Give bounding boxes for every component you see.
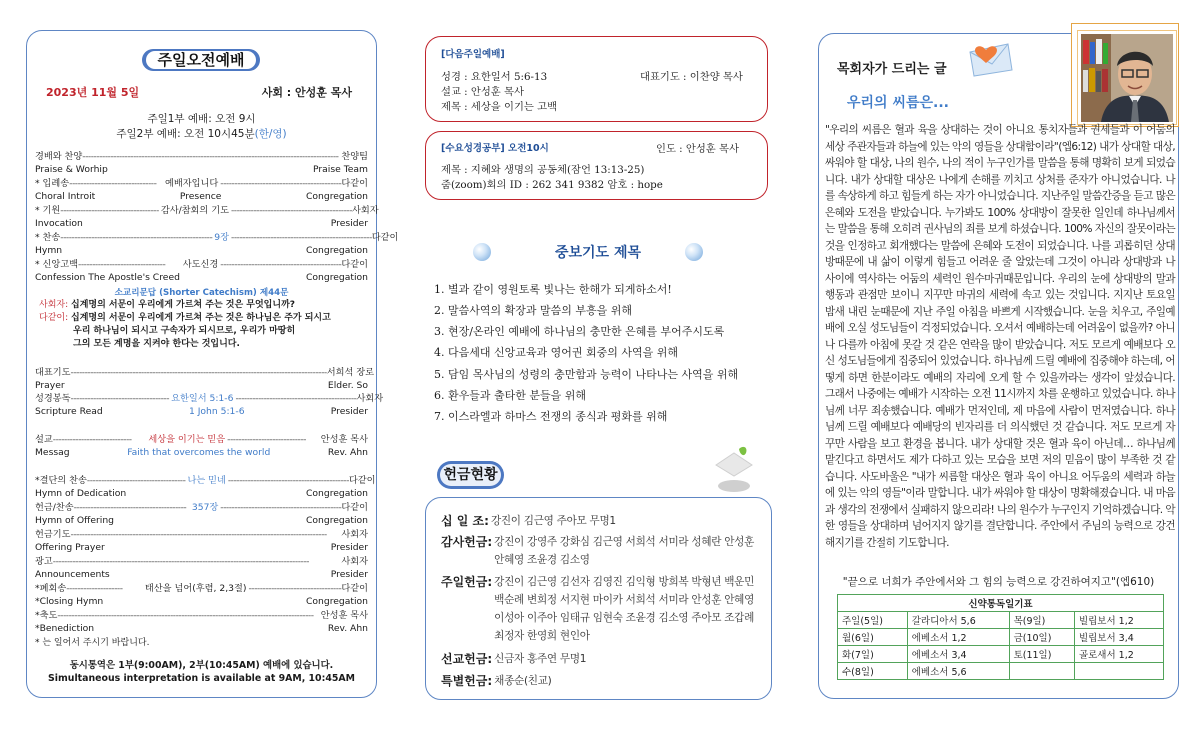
table-row (838, 663, 1164, 680)
prayer-item: 7. 이스라엘과 하마스 전쟁의 종식과 평화를 위해 (434, 410, 668, 423)
question-text: 십계명의 서문이 우리에게 가르쳐 주는 것은 무엇입니까? (71, 300, 295, 310)
offering-row (441, 650, 762, 668)
order-item-title: 나는 믿네 (187, 475, 226, 486)
wednesday-study-box (425, 131, 768, 200)
bubble-icon (685, 243, 703, 261)
worship-host: 사회 : 안성훈 목사 (261, 86, 352, 99)
order-item-en: *Benediction (35, 623, 95, 634)
service-2-text: 주일2부 예배: 오전 10시45분 (116, 128, 255, 140)
order-item-title: 감사/참회의 기도 (160, 205, 229, 216)
order-item-kr: *결단의 찬송 (35, 475, 87, 486)
leader-dots: ------------------------------------------------------------------------------------------- (52, 556, 309, 567)
leader-dots: ------------------------------------------- (220, 502, 342, 513)
table-cell: 에베소서 5,6 (907, 663, 1009, 680)
table-cell: 주일(5일) (838, 612, 908, 629)
table-cell: 빌립보서 3,4 (1074, 629, 1163, 646)
order-row (35, 502, 368, 514)
leader-dots: ----------------------------------- (70, 393, 170, 404)
offering-label: 감사헌금: (441, 535, 493, 549)
order-item-leader-en: Congregation (306, 596, 368, 607)
table-cell (1009, 663, 1074, 680)
order-item-title: 요한일서 5:1-6 (171, 393, 234, 404)
order-item-leader: 다같이 (371, 232, 399, 243)
order-row-en (35, 164, 368, 176)
table-cell: 금(10일) (1009, 629, 1074, 646)
order-item-leader: 다같이 (341, 583, 368, 594)
pastor-photo (1081, 34, 1173, 122)
order-item-en: Offering Prayer (35, 542, 105, 553)
prayer-item: 3. 현장/온라인 예배에 하나님의 충만한 은혜를 부어주시도록 (434, 325, 725, 338)
next-service-prayer-lead: 대표기도 : 이찬양 목사 (640, 71, 743, 83)
order-row-en (35, 596, 368, 608)
answer-text: 십계명의 서문이 우리에게 가르쳐 주는 것은 하나님은 주가 되시고 (71, 313, 331, 323)
table-cell: 화(7일) (838, 646, 908, 663)
order-item-title: 태산을 넘어(후렴, 2,3절) (144, 583, 247, 594)
catechism-answer (39, 312, 368, 325)
order-row-en (35, 515, 368, 527)
order-item-kr: 광고 (35, 556, 53, 567)
offering-title-pill (437, 461, 504, 489)
order-row (35, 556, 368, 568)
bible-reading-title: 신약통독일기표 (838, 595, 1164, 612)
order-row (35, 610, 368, 622)
order-item-title: 9장 (214, 232, 230, 243)
pastor-letter-verse: "끝으로 너희가 주안에서와 그 힘의 능력으로 강건하여지고"(엡610) (842, 576, 1155, 588)
order-item-kr: * 찬송 (35, 232, 61, 243)
pastor-letter-subtitle: 우리의 씨름은... (847, 95, 949, 111)
order-item-leader-en: Presider (330, 406, 368, 417)
leader-dots: ---------------------------- (227, 434, 306, 445)
order-row (35, 232, 399, 244)
leader-dots: ------------------------------- (78, 259, 166, 270)
question-speaker: 사회자: (39, 300, 69, 310)
order-item-en: Praise & Worhip (35, 164, 108, 175)
order-item-leader: 사회자 (356, 393, 384, 404)
order-item-leader: 사회자 (352, 205, 379, 216)
order-item-kr: *폐회송 (35, 583, 67, 594)
bubble-icon (473, 243, 491, 261)
order-item-leader-en: Presider (330, 542, 368, 553)
order-row (35, 367, 374, 379)
table-cell: 빌립보서 1,2 (1074, 612, 1163, 629)
sermon-preacher-en: Rev. Ahn (327, 447, 368, 458)
order-row-en (35, 623, 368, 635)
pastor-portrait-image (1081, 34, 1173, 122)
order-item-en: Hymn of Dedication (35, 488, 127, 499)
order-item-kr: * 신앙고백 (35, 259, 79, 270)
service-1-time: 주일1부 예배: 오전 9시 (147, 113, 256, 125)
pastor-letter-title: 목회자가 드리는 글 (837, 62, 947, 77)
order-item-kr: *축도 (35, 610, 58, 621)
leader-dots: ------------------------------------------------------------------------------------------- (82, 151, 339, 162)
worship-order-panel (26, 30, 399, 698)
worship-title: 주일오전예배 (146, 51, 256, 69)
leader-dots: -------------------------------------------------- (231, 232, 372, 243)
leader-dots: ------------------------------------------- (230, 205, 353, 216)
offering-names: 강진이 김근영 주아모 무명1 (490, 515, 616, 527)
order-item-kr: * 기원 (35, 205, 61, 216)
leader-dots: ----------------------------------- (60, 205, 159, 216)
next-service-scripture: 성경 : 요한일서 5:6-13 (441, 71, 548, 83)
order-item-leader: 다같이 (341, 502, 368, 513)
offering-names: 채종순(친교) (494, 675, 552, 687)
order-row-en (35, 542, 368, 554)
pastor-letter-panel (818, 33, 1179, 699)
sermon-title: 세상을 이기는 믿음 (148, 434, 226, 445)
order-item-leader: 서희석 장로 (326, 367, 374, 378)
next-service-header: [다음주일예배] (441, 49, 505, 60)
pastor-letter-body: "우리의 씨름은 혈과 육을 상대하는 것이 아니요 통치자들과 권세들과 이 어둠의 세상 주관자들과 하늘에 있는 악의 영들을 상대함이라"(엡6:12) 내가 상대할 대상, 싸워야 할 대상, 나의 원수, 나의 적이 누구인가를 말씀을 통해 명확히 보게 되었습니다. 내가 상대할 대상은 나에게 손해를 끼치고 상처를 준자가 아니었습니다. 나를 속상하게 하고 힘들게 하는 자가 아니었습니다. 지난주일 말씀간증을 듣고 많은 은혜와 도전을 받았습니다. 누가봐도 100% 상대방이 잘못한 일인데 하나님께서는 말씀을 통해 오히려 권사님의 죄를 보게 하셨습니다. 100% 자신의 잘못이라는 것을 인정하고 회개했다는 말씀에 은혜와 도전이 되었습니다. 나를 괴롭히던 상대방때문에 내 삶이 이렇게 힘들고 어려운 줄 알았는데 그것이 아니라 상대방과 나 사이에 역사하는 어둠의 세력인 원수마귀때문입니다. 우리의 눈에 상대방의 말과 행동과 관점만 보이니 지꾸만 마귀의 세력에 속고 있는 것입니다. 지지난 토요일 밤새 내린 눈때문에 지난 주일 아침을 바쁘게 시작했습니다. 눈을 치우고, 주일예배에 오실 성도님들이 걱정되었습니다. 오셔서 예배하는데 어려움이 없을까? 아니나 다를까 아침에 못갈 것 같은 연락을 많이 받았습니다. 저도 모르게 예배보다 오신 성도님들에게 집중되어 있었습니다. 하나님께 드릴 예배에 집중해야 하는데, 어떻게 하면 한분이라도 예배의 자리에 오게 할 수 있을까라는 생각이 앞섰습니다. 그래서 나중에는 예배가 시작하는 오전 11시까지 차를 운행하고 있었습니다. 하나님께 너무 죄송했습니다. 예배가 먼저인데, 제 마음에 사람이 먼저였습니다. 하나님께 드릴 예배보다 예배당의 빈자리를 더 의식했던 것 같습니다. 저도 모르게 자꾸만 사람을 보고 환경을 봅니다. 내가 상대할 것은 혈과 육이 아닌데… 하나님께 맡긴다고 하면서도 제가 다하고 있는 모습을 보면 저의 믿음이 많이 부족한 것 같습니다. 사도바울은 "내가 씨름할 대상은 혈과 육이 아니요 어두움의 세력과 하늘에 있는 악의 영들"이라 말합니다. 내가 싸워야 할 대상이 명확해졌습니다. 내 마음과 생각의 전쟁에서 실패하지 않으리라! 나의 원수가 누구인지 기억하겠습니다. 악한 영들을 상대하며 넘어지지 않기를 결단합니다. 주안에서 주님의 능력으로 강건해지기를 간절히 기도합니다. (825, 124, 1176, 549)
order-item-kr: 성경봉독 (35, 393, 71, 404)
table-cell: 월(6일) (838, 629, 908, 646)
table-cell: 갈라디아서 5,6 (907, 612, 1009, 629)
wednesday-zoom: 줌(zoom)회의 ID : 262 341 9382 암호 : hope (441, 179, 663, 191)
order-item-title-en: Presence (179, 191, 222, 202)
order-item-leader-en: Congregation (306, 515, 368, 526)
order-item-kr: * 입례송 (35, 178, 70, 189)
leader-dots: ------------------------------------------- (235, 393, 357, 404)
order-row-en (35, 488, 368, 500)
order-row (35, 475, 376, 487)
answer-speaker: 다같이: (39, 313, 69, 323)
prayer-item: 5. 담임 목사님의 성령의 충만함과 능력이 나타나는 사역을 위해 (434, 368, 739, 381)
prayer-item: 1. 별과 같이 영원토록 빛나는 한해가 되게하소서! (434, 283, 672, 296)
worship-date: 2023년 11월 5일 (46, 86, 140, 99)
table-header-row (838, 595, 1164, 612)
offering-label: 선교헌금: (441, 652, 493, 666)
envelope-heart-icon (964, 38, 1016, 78)
leader-dots: ---------------------------- (52, 434, 132, 445)
offering-label: 주일헌금: (441, 575, 493, 589)
offering-label: 특별헌금: (441, 674, 493, 688)
answer-text-3: 그의 모든 계명을 지켜야 한다는 것입니다. (73, 339, 240, 349)
offering-row (441, 672, 762, 690)
order-item-en: Announcements (35, 569, 110, 580)
order-row-en (35, 245, 368, 257)
order-row-en (35, 406, 368, 418)
order-item-en: Hymn of Offering (35, 515, 115, 526)
order-item-en: Choral Introit (35, 191, 96, 202)
order-item-title-en: 1 John 5:1-6 (188, 406, 245, 417)
order-item-en: Hymn (35, 245, 63, 256)
order-item-kr: 헌금기도 (35, 529, 71, 540)
order-item-title: 357장 (191, 502, 219, 513)
order-item-leader: 다같이 (341, 178, 368, 189)
order-item-kr: 대표기도 (35, 367, 71, 378)
next-service-preacher: 설교 : 안성훈 목사 (441, 86, 524, 98)
table-cell: 에베소서 3,4 (907, 646, 1009, 663)
offering-names: 강진이 강영주 강화심 김근영 서희석 서미라 성혜란 안성훈 안혜영 조윤경 김소영 (494, 536, 755, 566)
order-row (35, 393, 384, 405)
order-item-leader-en: Congregation (306, 488, 368, 499)
leader-dots: ------------------------------------------- (220, 178, 342, 189)
order-row-en (35, 218, 368, 230)
order-item-leader: 다같이 (348, 475, 376, 486)
table-cell (1074, 663, 1163, 680)
order-item-leader: 찬양팀 (341, 151, 368, 162)
catechism-question (39, 299, 368, 312)
offering-row (441, 573, 762, 645)
order-row (35, 151, 368, 163)
order-item-en: Scripture Read (35, 406, 103, 417)
table-cell: 수(8일) (838, 663, 908, 680)
order-row (35, 178, 368, 190)
order-item-title: 예배자입니다 (165, 178, 219, 189)
order-item-en: *Closing Hymn (35, 596, 104, 607)
table-row (838, 646, 1164, 663)
table-row (838, 629, 1164, 646)
leader-dots: ------------------------------------------------------------------------------------------- (70, 529, 327, 540)
order-row-en (35, 380, 368, 392)
answer-text-2: 우리 하나님이 되시고 구속자가 되시므로, 우리가 마땅히 (73, 326, 296, 336)
offering-names: 신금자 홍주연 무명1 (494, 653, 587, 665)
order-row (35, 259, 368, 271)
sermon-label: 설교 (35, 434, 53, 445)
order-row-en (35, 191, 368, 203)
catechism-title: 소교리문답 (Shorter Catechism) 제44문 (114, 288, 289, 298)
wednesday-leader: 인도 : 안성훈 목사 (656, 143, 739, 155)
wednesday-header: [수요성경공부] 오전10시 (441, 143, 549, 154)
order-item-leader: 안성훈 목사 (320, 610, 368, 621)
sermon-title-en: Faith that overcomes the world (127, 447, 271, 458)
prayer-item: 6. 환우들과 출타한 분들을 위해 (434, 389, 586, 402)
bible-reading-table (837, 594, 1164, 680)
leader-dots: ---------------------------------------- (73, 502, 187, 513)
order-row-en (35, 569, 368, 581)
leader-dots: ------------------------------------------- (227, 475, 349, 486)
next-service-box (425, 36, 768, 122)
leader-dots: ------------------------------------------------------------------------------------------- (57, 610, 314, 621)
offering-title: 헌금현황 (440, 464, 501, 486)
leader-dots: ----------------------------------- (86, 475, 186, 486)
prayer-item: 4. 다음세대 신앙교육과 영어권 회중의 사역을 위해 (434, 346, 678, 359)
leader-dots: --------------------------------- (248, 583, 342, 594)
table-row (838, 612, 1164, 629)
table-cell: 토(11일) (1009, 646, 1074, 663)
offering-row (441, 512, 759, 530)
leader-dots: ------------------------------------------------------------------------------------------- (70, 367, 327, 378)
order-item-leader: 사회자 (341, 529, 368, 540)
order-row (35, 205, 379, 217)
table-cell: 목(9일) (1009, 612, 1074, 629)
sermon-row-en (35, 447, 368, 459)
order-item-leader-en: Presider (330, 569, 368, 580)
order-item-leader-en: Presider (330, 218, 368, 229)
wednesday-title: 제목 : 지혜와 생명의 공동체(잠언 13:13-25) (441, 164, 645, 176)
leader-dots: -------------------- (66, 583, 123, 594)
order-item-leader-en: Congregation (306, 245, 368, 256)
order-row (35, 583, 368, 595)
service-2-time (27, 126, 376, 141)
sermon-row (35, 434, 368, 446)
order-item-en: Invocation (35, 218, 83, 229)
prayer-item: 2. 말씀사역의 확장과 말씀의 부흥을 위해 (434, 304, 632, 317)
order-item-kr: 헌금/찬송 (35, 502, 74, 513)
prayer-requests-title: 중보기도 제목 (554, 245, 642, 261)
leader-dots: ------------------------------------------- (220, 259, 342, 270)
sermon-label-en: Messag (35, 447, 70, 458)
offering-label: 십 일 조: (441, 514, 489, 528)
order-item-en: Confession The Apostle's Creed (35, 272, 180, 283)
table-cell: 에베소서 1,2 (907, 629, 1009, 646)
order-item-leader-en: Rev. Ahn (327, 623, 368, 634)
order-item-en: Prayer (35, 380, 65, 391)
order-row (35, 529, 368, 541)
order-item-leader-en: Congregation (306, 272, 368, 283)
order-item-leader-en: Elder. So (327, 380, 368, 391)
order-item-leader-en: Congregation (306, 191, 368, 202)
order-row-en (35, 272, 368, 284)
leader-dots: ------------------------------------------------------ (60, 232, 213, 243)
service-2-lang: (한/영) (254, 128, 287, 140)
interpretation-note-kr: 동시통역은 1부(9:00AM), 2부(10:45AM) 예배에 있습니다. (69, 660, 334, 671)
offering-box (425, 497, 772, 700)
interpretation-note-en: Simultaneous interpretation is available at 9AM, 10:45AM (48, 673, 355, 684)
order-item-leader: 사회자 (341, 556, 368, 567)
offering-names: 강진이 김근영 김선자 김영진 김익형 방희복 박형년 백운민 백순례 변희정 서지현 마이카 서희석 서미라 안성훈 안혜영 이성아 이주아 임태규 임현숙 조윤경 김소영 주아모 조갑례 최정자 한영희 현인아 (494, 576, 755, 642)
order-item-leader-en: Praise Team (313, 164, 368, 175)
decorative-stone-icon (712, 443, 756, 493)
worship-title-pill (142, 49, 260, 71)
table-cell: 골로새서 1,2 (1074, 646, 1163, 663)
standing-note: * 는 일어서 주시기 바랍니다. (35, 638, 150, 648)
leader-dots: ------------------------------- (69, 178, 157, 189)
offering-row (441, 533, 762, 569)
order-item-leader: 다같이 (341, 259, 368, 270)
sermon-preacher: 안성훈 목사 (320, 434, 368, 445)
order-item-kr: 경배와 찬양 (35, 151, 83, 162)
order-item-title: 사도신경 (182, 259, 219, 270)
next-service-title: 제목 : 세상을 이기는 고백 (441, 101, 558, 113)
